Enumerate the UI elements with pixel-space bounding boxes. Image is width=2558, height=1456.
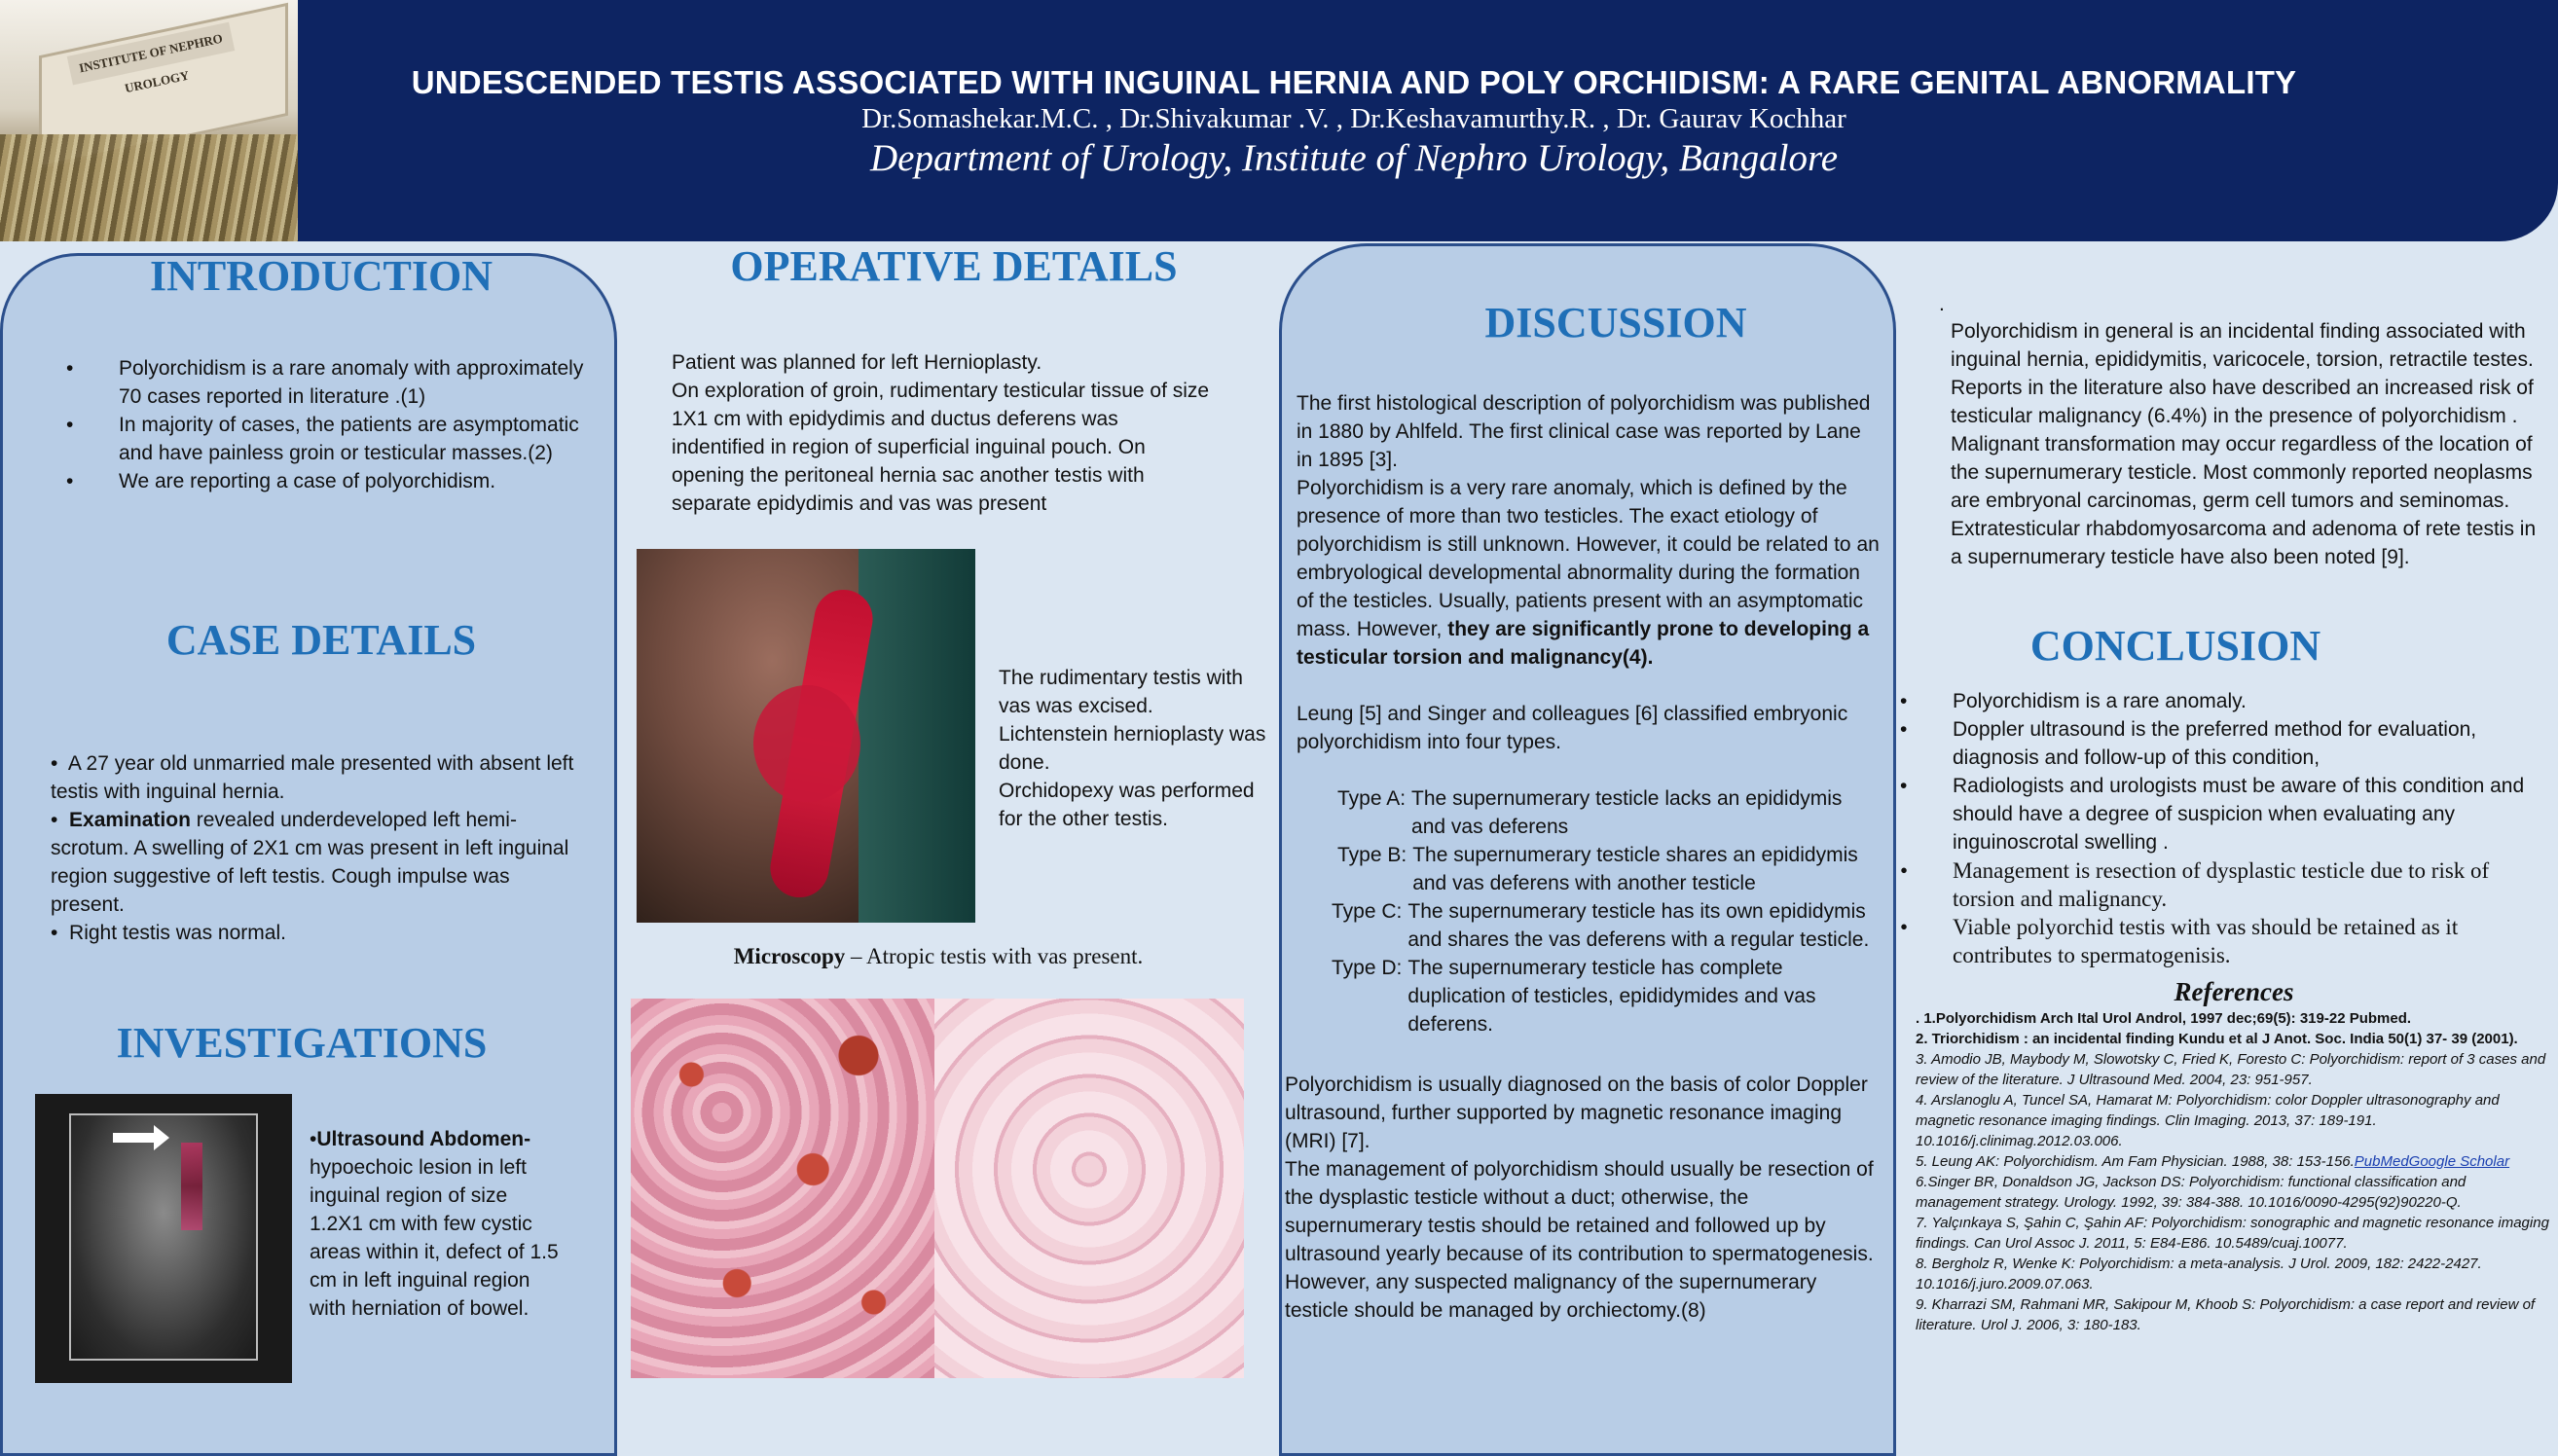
case-item-text: Right testis was normal. (69, 922, 286, 944)
grass-shape (0, 134, 298, 241)
type-text: The supernumerary testicle shares an epididymis and vas deferens with another testicle (1412, 844, 1858, 894)
microscopy-rest: – Atropic testis with vas present. (845, 944, 1144, 968)
type-label: Type A: (1337, 787, 1407, 810)
drape-shape (859, 549, 975, 923)
operative-side-text: The rudimentary testis with vas was excised. Lichtenstein hernioplasty was done. Orchidopexy was performed for the other testis. (999, 667, 1266, 830)
discussion-para: Leung [5] and Singer and colleagues [6] classified embryonic polyorchidism into four types. (1297, 703, 1848, 753)
microscopy-caption (637, 944, 1240, 969)
investigations-text: •Ultrasound Abdomen- hypoechoic lesion in left inguinal region of size 1.2X1 cm with few cystic areas within it, defect of 1.5 cm in left inguinal region with herniation of bowel. (310, 1128, 559, 1320)
reference-item: 8. Bergholz R, Wenke K: Polyorchidism: a meta-analysis. J Urol. 2009, 182: 2422-2427. 10.1016/j.juro.2009.07.063. (1916, 1256, 2482, 1292)
discussion-text (1297, 389, 1881, 1038)
reference-item: 9. Kharrazi SM, Rahmani MR, Sakipour M, Khoob S: Polyorchidism: a case report and review of literature. Urol J. 2006, 3: 180-183. (1916, 1296, 2536, 1333)
reference-item: 4. Arslanoglu A, Tuncel SA, Hamarat M: Polyorchidism: color Doppler ultrasonography and magnetic resonance imaging findings. Clin Imaging. 2013, 37: 189-191. 10.1016/j.clinimag.2012.03.006. (1916, 1092, 2500, 1149)
references-heading: References (2174, 977, 2294, 1006)
case-details-heading: CASE DETAILS (165, 616, 477, 664)
reference-item (1916, 1151, 2554, 1172)
type-label: Type C: (1332, 900, 1403, 923)
discussion-closing: Polyorchidism is usually diagnosed on the basis of color Doppler ultrasound, further supported by magnetic resonance imaging (MRI) [7]. The management of polyorchidism should usually be resection of the dysplastic testicle without a duct; otherwise, the supernumerary testis should be retained and followed up by ultrasound yearly because of its contribution to spermatogenesis. However, any suspected malignancy of the supernumerary testicle should be managed by orchiectomy.(8) (1285, 1074, 1874, 1322)
conclusion-item: • Management is resection of dysplastic testicle due to risk of torsion and malignancy. (1953, 856, 2527, 913)
ultrasound-image (35, 1094, 292, 1383)
intro-item: • In majority of cases, the patients are asymptomatic and have painless groin or testicular masses.(2) (119, 411, 611, 467)
conclusion-item: • Viable polyorchid testis with vas should be retained as it contributes to spermatogenisis. (1953, 913, 2527, 969)
stray-dot: . (1939, 293, 1945, 315)
reference-text: 5. Leung AK: Polyorchidism. Am Fam Physician. 1988, 38: 153-156. (1916, 1153, 2355, 1170)
doppler-signal (181, 1143, 202, 1230)
discussion-para: The first histological description of polyorchidism was published in 1880 by Ahlfeld. The first clinical case was reported by Lane in 1895 [3]. Polyorchidism is a very rare anomaly, which is defined by the presence of more than two testicles. The exact etiology of polyorchidism is still unknown. However, it could be related to an embryological developmental abnormality during the formation of the testicles. Usually, patients present with an asymptomatic mass. However, (1297, 392, 1880, 640)
department: Department of Urology, Institute of Nephro Urology, Bangalore (869, 137, 1839, 179)
case-item: • Examination revealed underdeveloped left hemi-scrotum. A swelling of 2X1 cm was present in left inguinal region suggestive of left testis. Cough impulse was present. (51, 809, 569, 916)
microscopy-image (631, 999, 1244, 1378)
surgical-photo (637, 549, 975, 923)
reference-item: 2. Triorchidism : an incidental finding Kundu et al J Anot. Soc. India 50(1) 37- 39 (2001). (1916, 1031, 2518, 1047)
type-item (1337, 784, 1881, 841)
tissue-shape (753, 685, 860, 802)
operative-heading: OPERATIVE DETAILS (730, 242, 1178, 290)
reference-item: 7. Yalçınkaya S, Şahin C, Şahin AF: Polyorchidism: sonographic and magnetic resonance imaging findings. Can Urol Assoc J. 2011, 5: E84-E86. 10.5489/cuaj.10077. (1916, 1215, 2549, 1252)
right-text: Polyorchidism in general is an incidental finding associated with inguinal hernia, epididymitis, varicocele, torsion, retractile testes. Reports in the literature also have described an increased risk of testicular malignancy (6.4%) in the presence of polyorchidism . Malignant transformation may occur regardless of the location of the supernumerary testicle. Most commonly reported neoplasms are embryonal carcinomas, germ cell tumors and seminomas. Extratesticular rhabdomyosarcoma and adenoma of rete testis in a supernumerary testicle have also been noted [9]. (1951, 320, 2537, 568)
reference-item: . 1.Polyorchidism Arch Ital Urol Androl, 1997 dec;69(5): 319-22 Pubmed. (1916, 1010, 2412, 1027)
investigations-body: hypoechoic lesion in left inguinal region of size 1.2X1 cm with few cystic areas within it, defect of 1.5 cm in left inguinal region with herniation of bowel. (310, 1156, 559, 1320)
ultrasound-fan (69, 1113, 258, 1361)
authors: Dr.Somashekar.M.C. , Dr.Shivakumar .V. , Dr.Keshavamurthy.R. , Dr. Gaurav Kochhar (861, 103, 1846, 134)
reference-item: 6.Singer BR, Donaldson JG, Jackson DS: Polyorchidism: functional classification and management strategy. Urology. 1992, 39: 384-388. 10.1016/0090-4295(92)90220-Q. (1916, 1174, 2467, 1211)
type-item (1332, 897, 1881, 954)
type-item (1332, 954, 1881, 1038)
case-details-text (51, 749, 586, 947)
intro-item: • Polyorchidism is a rare anomaly with approximately 70 cases reported in literature .(1) (119, 354, 611, 411)
conclusion-item: • Doppler ultrasound is the preferred method for evaluation, diagnosis and follow-up of this condition, (1953, 715, 2527, 772)
institute-photo (0, 0, 298, 241)
reference-item: 3. Amodio JB, Maybody M, Slowotsky C, Fried K, Foresto C: Polyorchidism: report of 3 cases and review of the literature. J Ultrasound Med. 2004, 23: 951-957. (1916, 1051, 2546, 1088)
references-list (1916, 1008, 2554, 1335)
reference-link[interactable]: PubMedGoogle Scholar (2354, 1153, 2510, 1170)
introduction-list (66, 354, 611, 495)
histology-left (631, 999, 934, 1378)
type-text: The supernumerary testicle has its own epididymis and shares the vas deferens with a regular testicle. (1407, 900, 1870, 951)
case-item-text: A 27 year old unmarried male presented with absent left testis with inguinal hernia. (51, 752, 574, 803)
type-item (1337, 841, 1881, 897)
operative-text: Patient was planned for left Hernioplasty. On exploration of groin, rudimentary testicular tissue of size 1X1 cm with epidydimis and ductus deferens was indentified in region of superficial inguinal pouch. On opening the peritoneal hernia sac another testis with separate epidydimis and vas was present (672, 351, 1210, 515)
type-label: Type B: (1337, 844, 1407, 866)
discussion-bold: they are significantly prone to developing a testicular torsion and malignancy(4). (1297, 618, 1870, 669)
intro-item: • We are reporting a case of polyorchidism. (119, 467, 611, 495)
case-item: • A 27 year old unmarried male presented with absent left testis with inguinal hernia. (51, 752, 574, 803)
type-label: Type D: (1332, 957, 1403, 979)
conclusion-list (1904, 687, 2527, 969)
microscopy-bold: Microscopy (733, 944, 846, 968)
introduction-heading: INTRODUCTION (149, 252, 493, 300)
histology-right (934, 999, 1244, 1378)
case-item: • Right testis was normal. (51, 922, 286, 944)
type-text: The supernumerary testicle has complete duplication of testicles, epididymides and vas deferens. (1407, 957, 1816, 1036)
institute-sign: INSTITUTE OF NEPHRO UROLOGY (67, 22, 236, 86)
investigations-heading: INVESTIGATIONS (116, 1019, 488, 1067)
case-item-bold: Examination (69, 809, 191, 831)
arrow-icon (113, 1133, 156, 1143)
conclusion-heading: CONCLUSION (2029, 622, 2321, 670)
poster-title: UNDESCENDED TESTIS ASSOCIATED WITH INGUINAL HERNIA AND POLY ORCHIDISM: A RARE GENITAL ABNORMALITY (411, 64, 2297, 100)
conclusion-item: • Polyorchidism is a rare anomaly. (1953, 687, 2527, 715)
type-list (1297, 784, 1881, 1038)
discussion-heading: DISCUSSION (1484, 299, 1747, 346)
type-text: The supernumerary testicle lacks an epididymis and vas deferens (1411, 787, 1843, 838)
case-item-text: revealed underdeveloped left hemi-scrotum. A swelling of 2X1 cm was present in left inguinal region suggestive of left testis. Cough impulse was present. (51, 809, 569, 916)
investigations-bold: Ultrasound Abdomen- (316, 1128, 531, 1150)
conclusion-item: • Radiologists and urologists must be aware of this condition and should have a degree of suspicion when evaluating any inguinoscrotal swelling . (1953, 772, 2527, 856)
